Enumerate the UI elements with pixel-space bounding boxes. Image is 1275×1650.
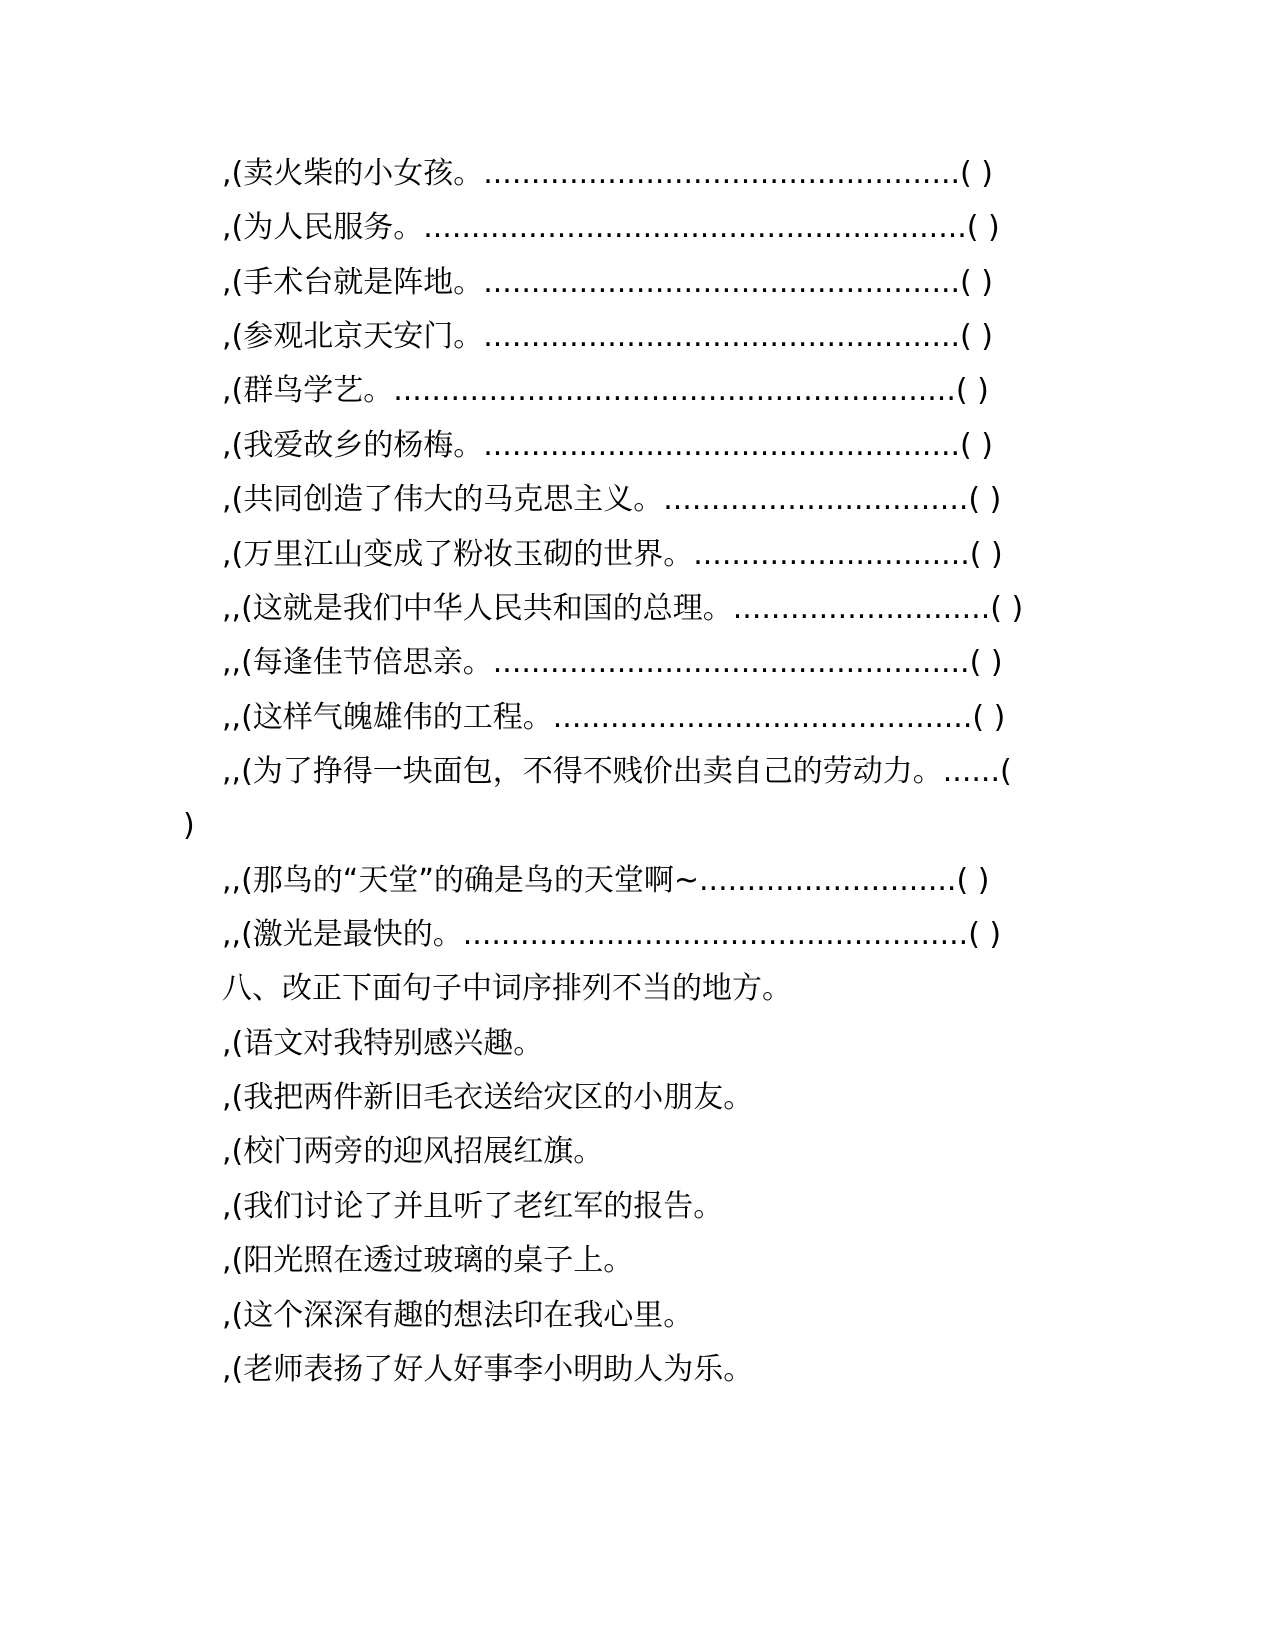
exercise-item-14: ,,(激光是最快的。.....................................................( ): [222, 917, 1002, 952]
correction-item-7: ,(老师表扬了好人好事李小明助人为乐。: [222, 1352, 754, 1387]
exercise-item-8: ,(万里江山变成了粉妆玉砌的世界。.............................( ): [222, 537, 1003, 572]
correction-item-3: ,(校门两旁的迎风招展红旗。: [222, 1134, 604, 1169]
exercise-item-9: ,,(这就是我们中华人民共和国的总理。...........................( ): [222, 591, 1024, 626]
exercise-item-2: ,(为人民服务。.........................................................( ): [222, 210, 1000, 245]
exercise-item-12: ,,(为了挣得一块面包，不得不贱价出卖自己的劳动力。......(: [222, 754, 1012, 789]
exercise-item-3: ,(手术台就是阵地。..................................................( ): [222, 265, 993, 300]
exercise-item-7: ,(共同创造了伟大的马克思主义。................................( ): [222, 482, 1002, 517]
correction-item-4: ,(我们讨论了并且听了老红军的报告。: [222, 1189, 724, 1224]
exercise-item-5: ,(群鸟学艺。...........................................................( ): [222, 373, 989, 408]
correction-item-2: ,(我把两件新旧毛衣送给灾区的小朋友。: [222, 1080, 754, 1115]
exercise-item-6: ,(我爱故乡的杨梅。..................................................( ): [222, 428, 993, 463]
correction-item-5: ,(阳光照在透过玻璃的桌子上。: [222, 1243, 634, 1278]
exercise-item-11: ,,(这样气魄雄伟的工程。............................................( ): [222, 700, 1006, 735]
section-heading: 八、改正下面句子中词序排列不当的地方。: [222, 971, 792, 1006]
exercise-item-10: ,,(每逢佳节倍思亲。..................................................( ): [222, 645, 1003, 680]
correction-item-6: ,(这个深深有趣的想法印在我心里。: [222, 1298, 694, 1333]
correction-item-1: ,(语文对我特别感兴趣。: [222, 1026, 544, 1061]
exercise-item-4: ,(参观北京天安门。..................................................( ): [222, 319, 993, 354]
exercise-item-1: ,(卖火柴的小女孩。..................................................( ): [222, 156, 993, 191]
exercise-item-13: ,,(那鸟的“天堂”的确是鸟的天堂啊~...........................( ): [222, 863, 990, 898]
exercise-item-12-continuation: ): [183, 808, 195, 843]
